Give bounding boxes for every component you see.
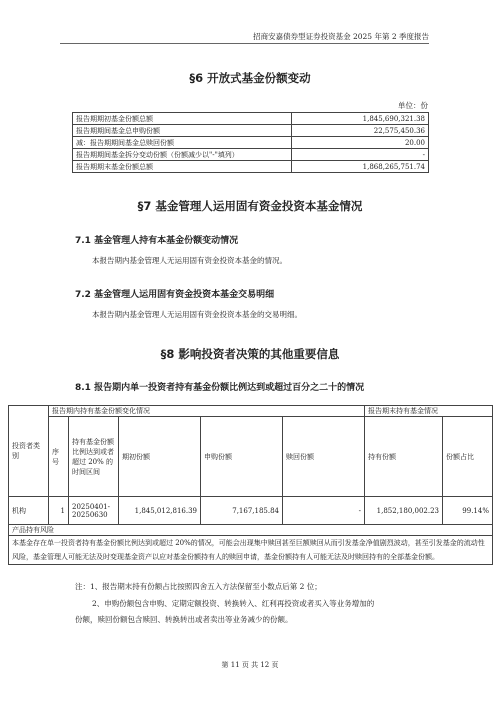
header-redeem: 赎回份额 [283, 417, 365, 497]
section-7-1-title: 7.1 基金管理人持有本基金份额变动情况 [75, 236, 239, 246]
header-group-end: 报告期末持有基金情况 [365, 406, 493, 417]
investor-holding-table [8, 405, 493, 565]
table-row [73, 149, 429, 161]
row-value: 22,575,450.36 [292, 125, 429, 137]
row-value: - [292, 149, 429, 161]
header-investor-type: 投资者类别 [9, 406, 49, 497]
table-row [9, 497, 493, 525]
note-1: 注：1、报告期末持有份额占比按照四舍五入方法保留至小数点后第 2 位； [75, 582, 322, 591]
table-row [73, 125, 429, 137]
risk-text: 本基金存在单一投资者持有基金份额比例达到或超过 20%的情况，可能会出现集中赎回甚至巨额赎回从而引发基金净值剧烈波动，甚至引发基金的流动性风险，基金管理人可能无法及时变现基金资产以应对基金份额持有人的赎回申请，基金份额持有人可能无法及时赎回持有的全部基金份额。 [9, 536, 493, 565]
row-label: 报告期期末基金份额总额 [73, 161, 292, 173]
header-divider [60, 43, 429, 44]
section-8-1-title: 8.1 报告期内单一投资者持有基金份额比例达到或超过百分之二十的情况 [75, 383, 365, 393]
note-2-line-2: 份额，赎回份额包含赎回、转换转出或者卖出等业务减少的份额。 [75, 615, 293, 624]
header-group-period: 报告期内持有基金份额变化情况 [49, 406, 365, 417]
risk-title: 产品持有风险 [9, 525, 493, 536]
cell-buy: 7,167,185.84 [201, 497, 283, 525]
header-no: 序号 [49, 417, 69, 497]
header-buy: 申购份额 [201, 417, 283, 497]
section-7-1-text: 本报告期内基金管理人无运用固有资金投资本基金的情况。 [92, 256, 287, 265]
section-7-2-text: 本报告期内基金管理人无运用固有资金投资本基金的交易明细。 [92, 310, 302, 319]
header-hold: 持有份额 [365, 417, 443, 497]
cell-redeem: - [283, 497, 365, 525]
cell-hold: 1,852,180,002.23 [365, 497, 443, 525]
cell-period: 20250401-20250630 [69, 497, 119, 525]
section-7-title: §7 基金管理人运用固有资金投资本基金情况 [137, 199, 363, 213]
share-change-table [72, 112, 429, 173]
table-row [73, 161, 429, 173]
cell-ratio: 99.14% [443, 497, 493, 525]
table-row [73, 137, 429, 149]
row-value: 1,845,690,321.38 [292, 113, 429, 125]
header-period: 持有基金份额比例达到或者超过 20% 的时间区间 [69, 417, 119, 497]
page-header: 招商安嘉债券型证券投资基金 2025 年第 2 季度报告 [253, 32, 429, 41]
header-begin: 期初份额 [119, 417, 201, 497]
unit-label: 单位：份 [398, 101, 428, 110]
row-label: 报告期期初基金份额总额 [73, 113, 292, 125]
row-label: 报告期期间基金总申购份额 [73, 125, 292, 137]
row-value: 20.00 [292, 137, 429, 149]
cell-no: 1 [49, 497, 69, 525]
row-value: 1,868,265,751.74 [292, 161, 429, 173]
note-2-line-1: 2、申购份额包含申购、定期定额投资、转换转入、红利再投资或者买入等业务增加的 [92, 599, 375, 608]
page-number: 第 11 页 共 12 页 [221, 661, 279, 669]
table-row [73, 113, 429, 125]
cell-begin: 1,845,012,816.39 [119, 497, 201, 525]
row-label: 报告期期间基金拆分变动份额（份额减少以"-"填列） [73, 149, 292, 161]
row-label: 减：报告期期间基金总赎回份额 [73, 137, 292, 149]
section-7-2-title: 7.2 基金管理人运用固有资金投资本基金交易明细 [75, 290, 275, 300]
cell-type: 机构 [9, 497, 49, 525]
section-8-title: §8 影响投资者决策的其他重要信息 [160, 347, 340, 361]
section-6-title: §6 开放式基金份额变动 [189, 71, 311, 85]
header-ratio: 份额占比 [443, 417, 493, 497]
